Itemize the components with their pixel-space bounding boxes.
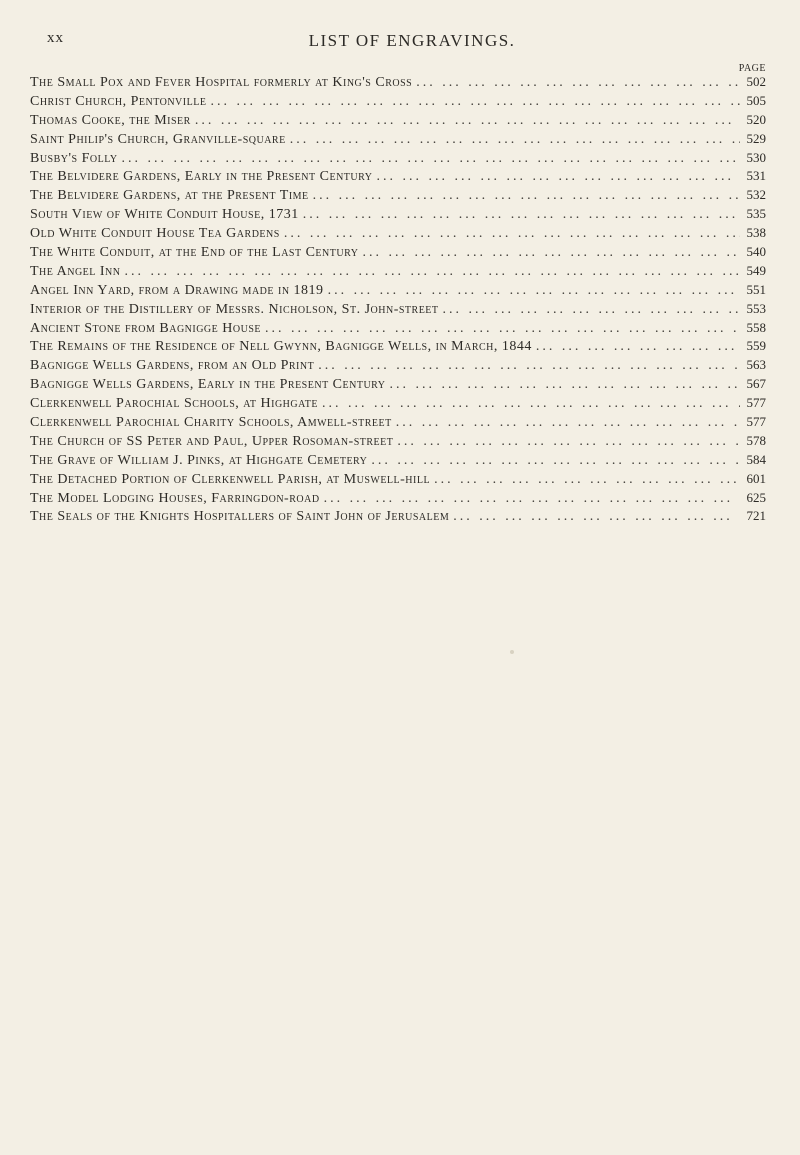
entry-page-number: 558: [746, 319, 766, 335]
entry-page-number: 625: [746, 489, 766, 505]
running-head: LIST OF ENGRAVINGS.: [308, 31, 516, 50]
list-item: [30, 489, 766, 508]
dot-leader: [371, 452, 740, 470]
list-item: [30, 186, 766, 205]
entry-title: Clerkenwell Parochial Schools, at Highgate: [30, 396, 318, 412]
entry-page-number: 577: [746, 414, 766, 430]
list-item: [30, 281, 766, 300]
page-number: xx: [47, 30, 64, 46]
entry-page-number: 538: [746, 225, 766, 241]
entry-page-number: 535: [746, 206, 766, 222]
entry-title: Angel Inn Yard, from a Drawing made in 1819: [30, 282, 324, 298]
entry-title: Bagnigge Wells Gardens, from an Old Print: [30, 358, 315, 374]
dot-leader: [328, 282, 740, 300]
entry-title: Clerkenwell Parochial Charity Schools, Amwell-street: [30, 415, 392, 431]
engravings-list: [30, 73, 766, 526]
entry-page-number: 502: [746, 74, 766, 89]
list-item: [30, 167, 766, 186]
page-column-label: PAGE: [738, 63, 766, 74]
dot-leader: [265, 320, 740, 338]
dot-leader: [434, 471, 740, 489]
entry-title: Old White Conduit House Tea Gardens: [30, 226, 280, 242]
paper-speck: [510, 650, 514, 654]
dot-leader: [322, 395, 740, 413]
list-item: [30, 130, 766, 149]
entry-page-number: 578: [746, 432, 766, 448]
dot-leader: [125, 263, 741, 281]
list-item: [30, 375, 766, 394]
entry-page-number: 529: [746, 130, 766, 146]
dot-leader: [290, 131, 740, 149]
list-item: [30, 394, 766, 413]
entry-page-number: 551: [746, 281, 766, 297]
list-item: [30, 92, 766, 111]
dot-leader: [210, 93, 740, 111]
entry-page-number: 559: [746, 338, 766, 354]
dot-leader: [443, 301, 740, 319]
list-item: [30, 507, 766, 526]
list-item: [30, 73, 766, 92]
list-item: [30, 243, 766, 262]
dot-leader: [416, 74, 740, 92]
list-item: [30, 262, 766, 281]
entry-page-number: 601: [746, 470, 766, 486]
dot-leader: [376, 168, 740, 186]
entry-title: The Seals of the Knights Hospitallers of Saint John of Jerusalem: [30, 509, 450, 525]
entry-title: The White Conduit, at the End of the Last Century: [30, 245, 359, 261]
entry-page-number: 540: [746, 244, 766, 260]
list-item: [30, 205, 766, 224]
entry-page-number: 584: [746, 451, 766, 467]
list-item: [30, 224, 766, 243]
dot-leader: [397, 433, 740, 451]
entry-title: Saint Philip's Church, Granville-square: [30, 131, 286, 147]
entry-title: The Belvidere Gardens, at the Present Time: [30, 188, 309, 204]
entry-title: Christ Church, Pentonville: [30, 93, 207, 109]
entry-title: Ancient Stone from Bagnigge House: [30, 320, 261, 336]
dot-leader: [390, 376, 740, 394]
list-item: [30, 451, 766, 470]
entry-page-number: 531: [746, 168, 766, 184]
entry-page-number: 532: [746, 187, 766, 203]
entry-page-number: 577: [746, 395, 766, 411]
entry-title: The Detached Portion of Clerkenwell Parish, at Muswell-hill: [30, 471, 431, 487]
entry-title: The Model Lodging Houses, Farringdon-road: [30, 490, 320, 506]
entry-page-number: 563: [746, 357, 766, 373]
entry-title: Bagnigge Wells Gardens, Early in the Present Century: [30, 377, 386, 393]
entry-title: The Small Pox and Fever Hospital formerly at King's Cross: [30, 75, 413, 90]
dot-leader: [284, 225, 740, 243]
list-item: [30, 413, 766, 432]
entry-title: Thomas Cooke, the Miser: [30, 112, 191, 128]
entry-title: Busby's Folly: [30, 150, 118, 166]
entry-page-number: 567: [746, 376, 766, 392]
list-item: [30, 432, 766, 451]
list-item: [30, 470, 766, 489]
entry-title: South View of White Conduit House, 1731: [30, 207, 299, 223]
entry-title: The Remains of the Residence of Nell Gwynn, Bagnigge Wells, in March, 1844: [30, 339, 532, 355]
entry-page-number: 530: [746, 149, 766, 165]
list-item: [30, 111, 766, 130]
entry-title: The Church of SS Peter and Paul, Upper Rosoman-street: [30, 433, 394, 449]
dot-leader: [536, 338, 740, 356]
entry-page-number: 553: [746, 300, 766, 316]
entry-page-number: 505: [746, 92, 766, 108]
entry-page-number: 549: [746, 262, 766, 278]
dot-leader: [362, 244, 740, 262]
entry-title: Interior of the Distillery of Messrs. Nicholson, St. John-street: [30, 301, 439, 317]
dot-leader: [453, 508, 740, 526]
dot-leader: [122, 150, 740, 168]
entry-page-number: 721: [746, 508, 766, 524]
list-item: [30, 319, 766, 338]
entry-title: The Angel Inn: [30, 263, 121, 279]
dot-leader: [318, 357, 740, 375]
dot-leader: [303, 206, 740, 224]
list-item: [30, 300, 766, 319]
dot-leader: [313, 187, 740, 205]
list-item: [30, 337, 766, 356]
dot-leader: [195, 112, 740, 130]
entry-title: The Belvidere Gardens, Early in the Present Century: [30, 169, 373, 185]
entry-title: The Grave of William J. Pinks, at Highgate Cemetery: [30, 452, 368, 468]
list-item: [30, 149, 766, 168]
dot-leader: [396, 414, 740, 432]
entry-page-number: 520: [746, 111, 766, 127]
list-item: [30, 356, 766, 375]
dot-leader: [324, 490, 740, 508]
